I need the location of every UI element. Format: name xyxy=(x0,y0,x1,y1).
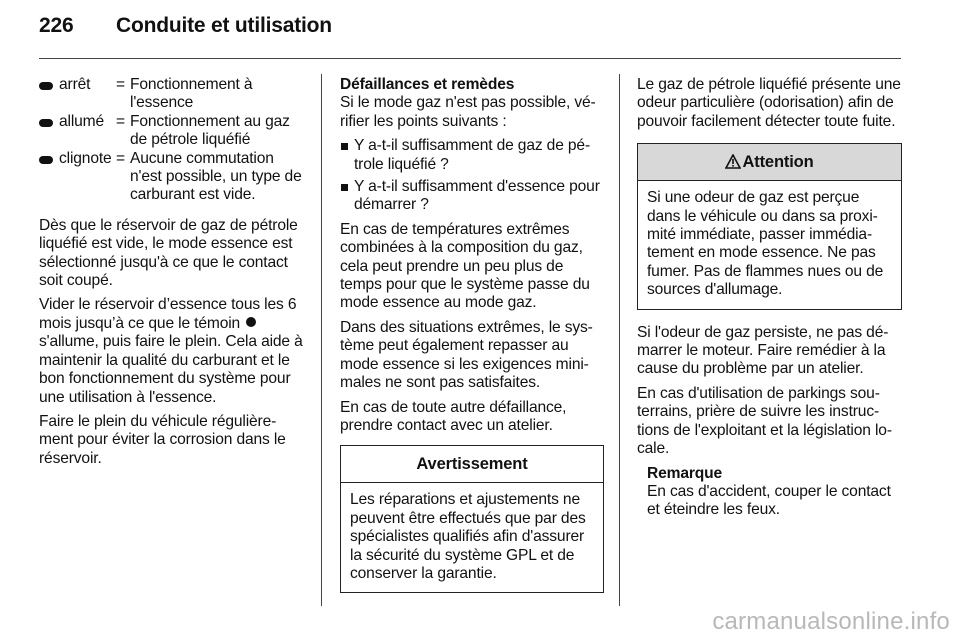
column-divider xyxy=(321,74,322,606)
status-meaning: Fonctionnement au gaz de pétrole liquéfié xyxy=(130,112,290,149)
section-heading: Défaillances et remèdes xyxy=(340,76,515,93)
paragraph: Dès que le réservoir de gaz de pétrole liquéfié est vide, le mode essence est sélectionné jusqu'à ce que le contact soit coupé. xyxy=(39,216,298,290)
caution-box xyxy=(637,143,902,309)
caution-box-header xyxy=(638,144,901,181)
caution-box-text: Si une odeur de gaz est perçue dans le véhicule ou dans sa proximité immédiate, passer immédiatement en mode essence. Ne pas fumer. Pas de flammes nues ou de sources d'allumage. xyxy=(647,189,884,299)
equals-sign: = xyxy=(116,76,125,93)
column-right xyxy=(637,76,902,520)
list-item: Y a-t-il suffisamment de gaz de pétrole liquéfié ? xyxy=(340,137,604,174)
paragraph: En cas d'utilisation de parkings souterrains, prière de suivre les instructions de l'exploitant et la législation locale. xyxy=(637,384,893,458)
note xyxy=(637,465,902,520)
status-cell xyxy=(39,150,116,205)
equals-sign: = xyxy=(116,149,125,167)
watermark: carmanualsonline.info xyxy=(712,608,950,635)
status-cell xyxy=(39,76,116,113)
status-label: allumé xyxy=(59,112,105,130)
paragraph-text: s'allume, puis faire le plein. Cela aide à maintenir la qualité du carburant et le bon fonctionnement du système pour une utilisation à l'essence. xyxy=(39,333,303,406)
paragraph: Si le mode gaz n'est pas possible, vérifier les points suivants : xyxy=(340,94,596,130)
note-text: En cas d'accident, couper le contact et éteindre les feux. xyxy=(647,482,891,519)
status-meaning: Fonctionnement à l'essence xyxy=(130,76,253,112)
warning-box xyxy=(340,445,604,593)
bullet-list xyxy=(340,137,604,215)
page-number: 226 xyxy=(39,14,74,37)
page-title: Conduite et utilisation xyxy=(116,14,332,37)
indicator-light-icon xyxy=(39,119,53,127)
paragraph: Faire le plein du véhicule régulièrement pour éviter la corrosion dans le réservoir. xyxy=(39,412,286,467)
indicator-light-icon xyxy=(39,156,53,164)
paragraph: Dans des situations extrêmes, le système peut également repasser au mode essence si les exigences minimales ne sont pas satisfaites. xyxy=(340,318,593,392)
paragraph: Si l'odeur de gaz persiste, ne pas démarrer le moteur. Faire remédier à la cause du problème par un atelier. xyxy=(637,323,889,378)
paragraph: En cas de températures extrêmes combinées à la composition du gaz, cela peut prendre un peu plus de temps pour que le système passe du mode essence au mode gaz. xyxy=(340,220,590,312)
note-title: Remarque xyxy=(647,464,723,482)
column-left xyxy=(39,76,303,474)
indicator-light-icon xyxy=(39,82,53,90)
column-divider xyxy=(619,74,620,606)
status-label: arrêt xyxy=(59,76,91,93)
page-header xyxy=(39,14,332,38)
warning-box-title: Avertissement xyxy=(341,446,603,483)
indicator-dot-icon xyxy=(246,317,256,327)
caution-box-title: Attention xyxy=(742,153,814,172)
header-rule xyxy=(39,58,901,59)
paragraph: Le gaz de pétrole liquéfié présente une odeur particulière (odorisation) afin de pouvoir facilement détecter toute fuite. xyxy=(637,76,901,130)
paragraph-text: Vider le réservoir d’essence tous les 6 mois jusqu’à ce que le témoin xyxy=(39,296,297,332)
warning-triangle-icon xyxy=(725,146,741,182)
status-cell xyxy=(39,113,116,150)
indicator-status-table xyxy=(39,76,303,205)
status-label: clignote xyxy=(59,149,112,167)
status-meaning: Aucune commutation n'est possible, un type de carburant est vide. xyxy=(130,149,302,204)
paragraph xyxy=(39,296,303,406)
paragraph: En cas de toute autre défaillance, prendre contact avec un atelier. xyxy=(340,398,567,434)
column-middle xyxy=(340,76,604,607)
warning-box-text: Les réparations et ajustements ne peuvent être effectués que par des spécialistes qualifiés afin d'assurer la sécurité du système GPL et de conserver la garantie. xyxy=(350,491,586,582)
equals-sign: = xyxy=(116,112,125,130)
list-item: Y a-t-il suffisamment d'essence pour démarrer ? xyxy=(340,178,604,215)
